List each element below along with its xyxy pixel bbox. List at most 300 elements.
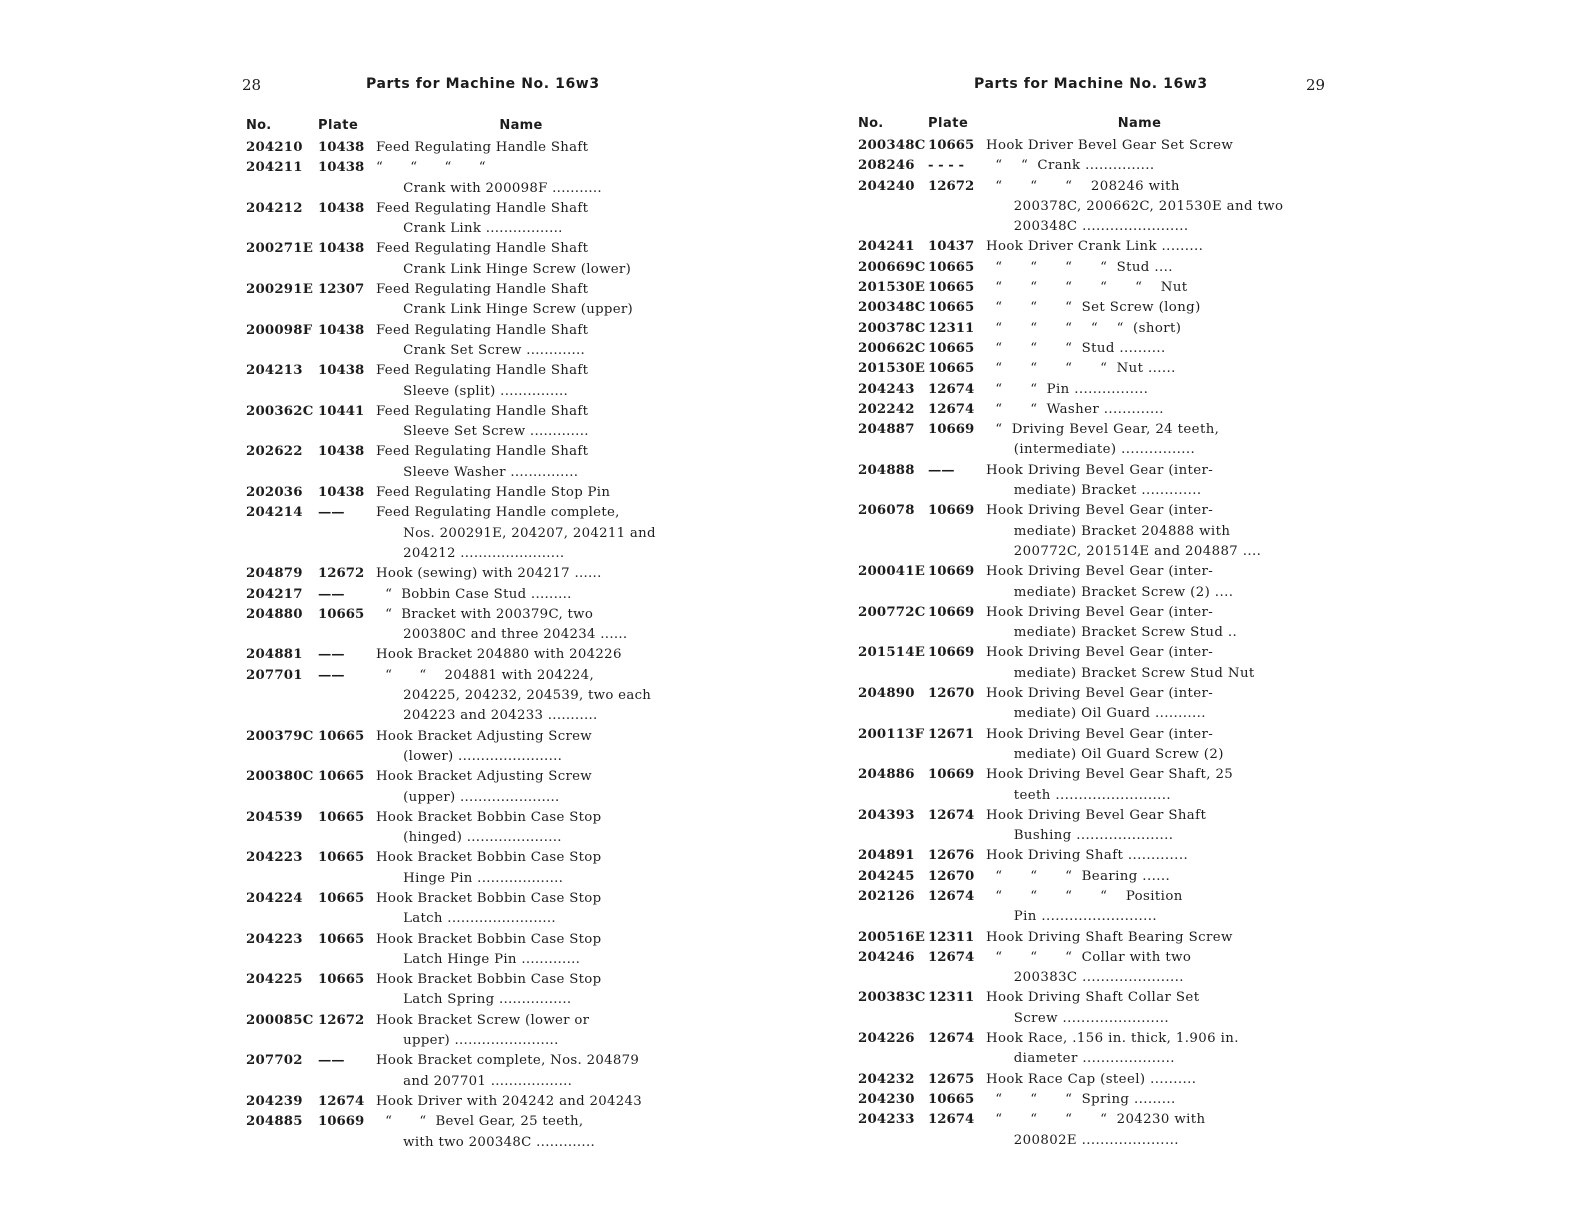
- plate-number: [318, 382, 376, 402]
- table-row: [246, 158, 666, 178]
- plate-number: [318, 828, 376, 848]
- table-row: [858, 380, 1293, 400]
- table-row: [246, 1031, 666, 1051]
- part-number: [858, 745, 928, 765]
- plate-number: [318, 909, 376, 929]
- part-name: Hook Race, .156 in. thick, 1.906 in.: [986, 1031, 1239, 1047]
- table-row: [246, 138, 666, 158]
- part-name: Feed Regulating Handle Shaft: [376, 403, 589, 419]
- part-name: Crank Set Screw .............: [376, 342, 586, 358]
- part-name: “ “ “ Bearing ......: [986, 868, 1171, 884]
- plate-number: 12674: [928, 381, 975, 397]
- part-name: teeth .........................: [986, 787, 1172, 803]
- table-row: [858, 1131, 1293, 1151]
- page-title: Parts for Machine No. 16w3: [974, 76, 1208, 92]
- part-name: “ “ “ Collar with two: [986, 949, 1192, 965]
- header-name: Name: [499, 118, 543, 133]
- plate-number: 10437: [928, 239, 975, 255]
- part-number: 200348C: [858, 300, 926, 316]
- table-row: [246, 747, 666, 767]
- part-number: 204888: [858, 462, 915, 478]
- table-row: [246, 808, 666, 828]
- table-row: [246, 950, 666, 970]
- part-number: [246, 382, 318, 402]
- table-row: [858, 684, 1293, 704]
- table-row: [858, 867, 1293, 887]
- part-number: 200669C: [858, 259, 926, 275]
- plate-number: ——: [318, 505, 345, 521]
- part-name: Hinge Pin ...................: [376, 870, 564, 886]
- right-page: [792, 0, 1584, 1224]
- plate-number: ——: [318, 667, 345, 683]
- table-row: [858, 887, 1293, 907]
- plate-number: 10665: [318, 769, 365, 785]
- table-row: [858, 298, 1293, 318]
- plate-number: [928, 197, 986, 217]
- part-name: Hook Driving Shaft Collar Set: [986, 990, 1200, 1006]
- part-name: “ Bobbin Case Stud .........: [376, 586, 572, 602]
- part-number: 200085C: [246, 1012, 314, 1028]
- part-name: Hook Driving Bevel Gear (inter-: [986, 645, 1214, 661]
- part-name: “ “ Washer .............: [986, 401, 1164, 417]
- plate-number: [318, 544, 376, 564]
- part-number: 200380C: [246, 769, 314, 785]
- part-name: Hook Driving Bevel Gear (inter-: [986, 686, 1214, 702]
- part-number: 204230: [858, 1091, 915, 1107]
- part-name: Feed Regulating Handle Shaft: [376, 200, 589, 216]
- part-name: “ “ Pin ................: [986, 381, 1149, 397]
- part-number: 204213: [246, 363, 303, 379]
- table-row: [246, 422, 666, 442]
- part-name: Hook Driving Bevel Gear (inter-: [986, 726, 1214, 742]
- page-number: 28: [242, 76, 262, 94]
- plate-number: [318, 788, 376, 808]
- table-row: [858, 359, 1293, 379]
- part-number: 204886: [858, 767, 915, 783]
- part-number: 202126: [858, 888, 915, 904]
- plate-number: 10669: [928, 645, 975, 661]
- part-name: Sleeve Washer ...............: [376, 464, 579, 480]
- plate-number: [318, 300, 376, 320]
- part-number: 204224: [246, 890, 303, 906]
- part-number: 204881: [246, 647, 303, 663]
- table-row: [246, 1112, 666, 1132]
- table-row: [246, 727, 666, 747]
- table-row: [858, 928, 1293, 948]
- table-row: [858, 501, 1293, 521]
- plate-number: [928, 1131, 986, 1151]
- part-name: 204225, 204232, 204539, two each: [376, 688, 652, 704]
- part-name: Hook Race Cap (steel) ..........: [986, 1071, 1197, 1087]
- part-number: [858, 704, 928, 724]
- plate-number: 12671: [928, 726, 975, 742]
- part-name: mediate) Bracket Screw Stud ..: [986, 625, 1238, 641]
- plate-number: 10438: [318, 160, 365, 176]
- table-row: [858, 583, 1293, 603]
- plate-number: 10438: [318, 322, 365, 338]
- part-name: mediate) Oil Guard ...........: [986, 706, 1206, 722]
- plate-number: [928, 623, 986, 643]
- plate-number: [928, 1049, 986, 1069]
- part-number: [858, 907, 928, 927]
- part-name: “ “ “ 208246 with: [986, 178, 1180, 194]
- table-row: [858, 948, 1293, 968]
- part-number: 207701: [246, 667, 303, 683]
- table-rows: [246, 138, 666, 1153]
- plate-number: 10438: [318, 200, 365, 216]
- part-number: 201514E: [858, 645, 926, 661]
- part-number: [246, 706, 318, 726]
- part-name: Hook Bracket Bobbin Case Stop: [376, 850, 602, 866]
- table-row: [246, 260, 666, 280]
- part-number: 204240: [858, 178, 915, 194]
- part-number: [858, 1131, 928, 1151]
- part-name: Hook Bracket Screw (lower or: [376, 1012, 590, 1028]
- plate-number: 10669: [928, 503, 975, 519]
- plate-number: [318, 950, 376, 970]
- part-number: 204245: [858, 868, 915, 884]
- table-row: [246, 686, 666, 706]
- part-number: 204217: [246, 586, 303, 602]
- part-name: “ “ “ “ Position: [986, 888, 1183, 904]
- part-number: 200379C: [246, 728, 314, 744]
- part-name: “ “ “ “ Stud ....: [986, 259, 1173, 275]
- plate-number: [928, 704, 986, 724]
- plate-number: [928, 786, 986, 806]
- part-number: [246, 990, 318, 1010]
- part-number: 204241: [858, 239, 915, 255]
- part-number: 204226: [858, 1031, 915, 1047]
- part-number: [246, 219, 318, 239]
- part-number: [858, 522, 928, 542]
- plate-number: 12672: [928, 178, 975, 194]
- plate-number: 10438: [318, 241, 365, 257]
- plate-number: [318, 1072, 376, 1092]
- header-name: Name: [1117, 116, 1162, 131]
- part-number: [246, 788, 318, 808]
- plate-number: [318, 341, 376, 361]
- table-row: [246, 280, 666, 300]
- part-name: Hook Driving Bevel Gear (inter-: [986, 462, 1214, 478]
- part-number: [246, 828, 318, 848]
- plate-number: 10669: [928, 767, 975, 783]
- plate-number: 12311: [928, 320, 975, 336]
- part-name: Hook Bracket Adjusting Screw: [376, 769, 592, 785]
- part-number: 204890: [858, 686, 915, 702]
- table-rows: [858, 136, 1293, 1151]
- table-row: [858, 542, 1293, 562]
- part-number: [246, 524, 318, 544]
- part-name: Hook Driving Bevel Gear Shaft: [986, 807, 1207, 823]
- table-row: [246, 1051, 666, 1071]
- table-row: [858, 1049, 1293, 1069]
- part-number: 204393: [858, 807, 915, 823]
- table-row: [246, 1133, 666, 1153]
- table-row: [246, 828, 666, 848]
- part-name: Hook Bracket Bobbin Case Stop: [376, 972, 602, 988]
- plate-number: 10665: [928, 1091, 975, 1107]
- plate-number: [318, 260, 376, 280]
- part-number: 204210: [246, 140, 303, 155]
- plate-number: [928, 440, 986, 460]
- plate-number: ——: [318, 647, 345, 663]
- part-number: [246, 1133, 318, 1153]
- part-number: [858, 217, 928, 237]
- part-number: [246, 422, 318, 442]
- part-number: [858, 583, 928, 603]
- part-name: “ “ “ Stud ..........: [986, 340, 1166, 356]
- plate-number: [318, 706, 376, 726]
- part-number: 204887: [858, 422, 915, 438]
- table-row: [858, 826, 1293, 846]
- part-name: Hook Bracket Bobbin Case Stop: [376, 890, 602, 906]
- plate-number: [318, 990, 376, 1010]
- plate-number: 10438: [318, 363, 365, 379]
- part-name: Hook Bracket Bobbin Case Stop: [376, 809, 602, 825]
- part-number: 200113F: [858, 726, 925, 742]
- part-name: “ Driving Bevel Gear, 24 teeth,: [986, 422, 1220, 438]
- table-header: [246, 118, 666, 138]
- plate-number: 10669: [318, 1114, 365, 1130]
- part-name: “ “ Bevel Gear, 25 teeth,: [376, 1114, 584, 1130]
- plate-number: 10665: [318, 972, 365, 988]
- table-row: [246, 1092, 666, 1112]
- part-number: [858, 968, 928, 988]
- plate-number: 12672: [318, 1012, 365, 1028]
- table-row: [246, 930, 666, 950]
- plate-number: 12676: [928, 848, 975, 864]
- part-number: 204246: [858, 949, 915, 965]
- plate-number: 10665: [318, 850, 365, 866]
- part-number: 204880: [246, 606, 303, 622]
- part-number: 202242: [858, 401, 915, 417]
- table-row: [858, 481, 1293, 501]
- page-number: 29: [1306, 76, 1326, 94]
- part-name: Hook Driver Bevel Gear Set Screw: [986, 138, 1234, 153]
- plate-number: [928, 968, 986, 988]
- part-name: Bushing .....................: [986, 828, 1174, 844]
- plate-number: [318, 1031, 376, 1051]
- table-row: [858, 988, 1293, 1008]
- plate-number: 10665: [318, 606, 365, 622]
- part-number: [246, 1072, 318, 1092]
- plate-number: [318, 463, 376, 483]
- part-number: [246, 869, 318, 889]
- table-row: [246, 767, 666, 787]
- part-number: [246, 747, 318, 767]
- part-name: Hook Bracket 204880 with 204226: [376, 647, 622, 663]
- part-number: 204223: [246, 850, 303, 866]
- parts-table: [246, 118, 666, 1153]
- plate-number: [318, 219, 376, 239]
- part-name: Hook Driver with 204242 and 204243: [376, 1093, 643, 1109]
- table-row: [858, 1029, 1293, 1049]
- plate-number: [928, 826, 986, 846]
- plate-number: [318, 869, 376, 889]
- part-number: 201530E: [858, 361, 926, 377]
- part-number: [246, 179, 318, 199]
- part-number: [246, 300, 318, 320]
- part-number: [858, 1009, 928, 1029]
- part-name: Hook Driving Shaft .............: [986, 848, 1189, 864]
- part-name: diameter ....................: [986, 1051, 1175, 1067]
- part-name: Sleeve (split) ...............: [376, 383, 569, 399]
- part-number: [246, 341, 318, 361]
- plate-number: [928, 522, 986, 542]
- part-name: (hinged) .....................: [376, 830, 562, 846]
- plate-number: 12674: [928, 949, 975, 965]
- table-row: [858, 846, 1293, 866]
- part-name: 204223 and 204233 ...........: [376, 708, 598, 724]
- part-name: mediate) Oil Guard Screw (2): [986, 746, 1224, 762]
- part-name: mediate) Bracket .............: [986, 483, 1202, 499]
- plate-number: [928, 217, 986, 237]
- part-name: with two 200348C .............: [376, 1134, 596, 1150]
- part-number: [858, 664, 928, 684]
- part-number: [246, 625, 318, 645]
- table-row: [858, 319, 1293, 339]
- header-plate: Plate: [928, 116, 969, 131]
- part-name: upper) .......................: [376, 1033, 559, 1049]
- table-row: [246, 361, 666, 381]
- part-number: 204233: [858, 1112, 915, 1128]
- plate-number: 10438: [318, 485, 365, 501]
- table-row: [858, 1110, 1293, 1130]
- table-row: [246, 990, 666, 1010]
- part-name: 200348C .......................: [986, 219, 1189, 235]
- table-row: [246, 645, 666, 665]
- table-row: [858, 440, 1293, 460]
- part-name: Feed Regulating Handle Stop Pin: [376, 485, 611, 501]
- plate-number: 10438: [318, 444, 365, 460]
- part-number: [246, 909, 318, 929]
- part-name: “ “ Crank ...............: [986, 158, 1155, 174]
- table-row: [246, 585, 666, 605]
- plate-number: 10665: [928, 300, 975, 316]
- part-name: Hook Driving Shaft Bearing Screw: [986, 929, 1233, 945]
- table-row: [858, 156, 1293, 176]
- table-row: [858, 968, 1293, 988]
- plate-number: [318, 1133, 376, 1153]
- part-name: Hook Bracket Adjusting Screw: [376, 728, 592, 744]
- part-number: [246, 686, 318, 706]
- table-row: [858, 765, 1293, 785]
- part-name: “ Bracket with 200379C, two: [376, 606, 594, 622]
- table-row: [246, 199, 666, 219]
- plate-number: 10669: [928, 564, 975, 580]
- part-name: Hook (sewing) with 204217 ......: [376, 566, 602, 582]
- part-name: “ “ “ Set Screw (long): [986, 300, 1201, 316]
- table-row: [858, 420, 1293, 440]
- plate-number: 10665: [928, 280, 975, 296]
- table-row: [858, 786, 1293, 806]
- table-row: [858, 1070, 1293, 1090]
- table-row: [858, 237, 1293, 257]
- plate-number: 10665: [928, 361, 975, 377]
- plate-number: [318, 747, 376, 767]
- part-number: 204879: [246, 566, 303, 582]
- part-number: 200041E: [858, 564, 926, 580]
- plate-number: 12674: [928, 807, 975, 823]
- parts-table: [858, 116, 1293, 1151]
- plate-number: 12670: [928, 868, 975, 884]
- part-number: 200772C: [858, 604, 926, 620]
- part-number: 204232: [858, 1071, 915, 1087]
- table-row: [246, 503, 666, 523]
- table-row: [858, 400, 1293, 420]
- part-name: Crank Link .................: [376, 221, 563, 237]
- part-number: 204239: [246, 1093, 303, 1109]
- table-row: [858, 704, 1293, 724]
- part-name: Feed Regulating Handle Shaft: [376, 140, 589, 155]
- plate-number: [928, 542, 986, 562]
- part-name: Feed Regulating Handle Shaft: [376, 241, 589, 257]
- plate-number: 10665: [318, 890, 365, 906]
- part-name: mediate) Bracket 204888 with: [986, 523, 1231, 539]
- table-row: [246, 483, 666, 503]
- part-number: 200383C: [858, 990, 926, 1006]
- plate-number: ——: [318, 586, 345, 602]
- table-row: [858, 603, 1293, 623]
- part-number: 200348C: [858, 138, 926, 153]
- table-row: [246, 605, 666, 625]
- table-row: [246, 625, 666, 645]
- part-name: Hook Driving Bevel Gear Shaft, 25: [986, 767, 1234, 783]
- plate-number: 10669: [928, 422, 975, 438]
- table-row: [246, 970, 666, 990]
- page-title: Parts for Machine No. 16w3: [366, 76, 600, 92]
- plate-number: [928, 583, 986, 603]
- part-number: [858, 197, 928, 217]
- part-name: Feed Regulating Handle Shaft: [376, 282, 589, 298]
- part-name: “ “ “ “ 204230 with: [986, 1112, 1206, 1128]
- part-name: Feed Regulating Handle Shaft: [376, 444, 589, 460]
- table-row: [858, 907, 1293, 927]
- part-name: “ “ “ “ “ Nut: [986, 280, 1188, 296]
- table-row: [246, 544, 666, 564]
- part-number: 200516E: [858, 929, 926, 945]
- table-row: [246, 300, 666, 320]
- part-name: Latch Spring ................: [376, 992, 572, 1008]
- table-row: [246, 179, 666, 199]
- header-no: No.: [246, 118, 272, 133]
- part-number: [858, 826, 928, 846]
- table-row: [246, 1072, 666, 1092]
- plate-number: 12670: [928, 686, 975, 702]
- plate-number: 12311: [928, 929, 975, 945]
- plate-number: 12674: [928, 1031, 975, 1047]
- part-number: [858, 440, 928, 460]
- table-row: [858, 745, 1293, 765]
- plate-number: [318, 179, 376, 199]
- plate-number: 12675: [928, 1071, 975, 1087]
- plate-number: 10669: [928, 604, 975, 620]
- plate-number: 12674: [928, 1112, 975, 1128]
- part-number: 200271E: [246, 241, 314, 257]
- part-name: Feed Regulating Handle Shaft: [376, 322, 589, 338]
- part-name: and 207701 ..................: [376, 1073, 573, 1089]
- plate-number: ——: [928, 462, 955, 478]
- table-row: [246, 848, 666, 868]
- part-name: Hook Driving Bevel Gear (inter-: [986, 564, 1214, 580]
- part-name: “ “ “ “ Nut ......: [986, 361, 1176, 377]
- table-row: [246, 239, 666, 259]
- table-row: [858, 664, 1293, 684]
- part-number: 204212: [246, 200, 303, 216]
- plate-number: 12674: [318, 1093, 365, 1109]
- part-number: 204225: [246, 972, 303, 988]
- table-row: [246, 869, 666, 889]
